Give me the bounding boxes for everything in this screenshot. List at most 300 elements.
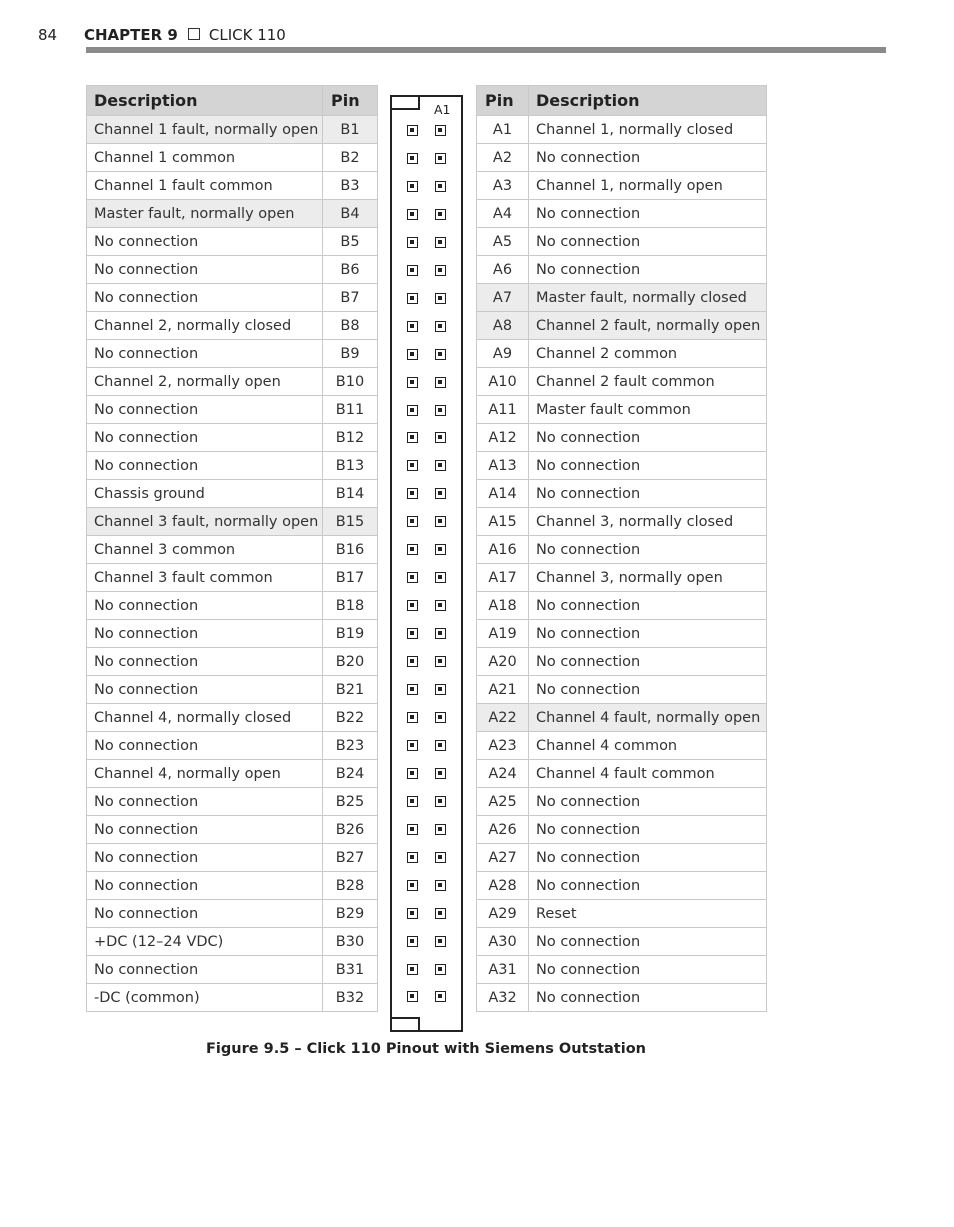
row-description: Channel 4 fault common	[529, 760, 767, 788]
row-description: Channel 2, normally open	[87, 368, 323, 396]
row-description: -DC (common)	[87, 984, 323, 1012]
row-pin: A32	[477, 984, 529, 1012]
table-row	[87, 116, 378, 144]
row-pin: B13	[323, 452, 378, 480]
pin-square-icon	[407, 460, 418, 471]
row-pin: A16	[477, 536, 529, 564]
pin-square-icon	[407, 712, 418, 723]
pin-square-icon	[407, 600, 418, 611]
table-row	[477, 704, 767, 732]
connector-pin-pair	[392, 544, 461, 558]
pin-square-icon	[407, 209, 418, 220]
table-row	[477, 508, 767, 536]
table-row	[87, 788, 378, 816]
table-row	[87, 928, 378, 956]
table-row	[87, 368, 378, 396]
row-pin: A24	[477, 760, 529, 788]
row-pin: A27	[477, 844, 529, 872]
table-row	[477, 564, 767, 592]
table-row	[87, 340, 378, 368]
row-description: No connection	[529, 424, 767, 452]
connector-pin-pair	[392, 908, 461, 922]
pin-square-icon	[435, 656, 446, 667]
a-pin-table	[476, 85, 767, 1012]
column-header-description: Description	[87, 86, 323, 116]
row-pin: B20	[323, 648, 378, 676]
pin-square-icon	[435, 432, 446, 443]
pin-square-icon	[435, 628, 446, 639]
row-pin: A26	[477, 816, 529, 844]
pin-square-icon	[435, 377, 446, 388]
table-row	[477, 956, 767, 984]
row-pin: A13	[477, 452, 529, 480]
row-pin: B30	[323, 928, 378, 956]
table-row	[87, 452, 378, 480]
figure-caption: Figure 9.5 – Click 110 Pinout with Siemens Outstation	[206, 1041, 646, 1057]
table-row	[477, 340, 767, 368]
table-row	[477, 480, 767, 508]
pin-square-icon	[435, 936, 446, 947]
table-row	[87, 648, 378, 676]
pin-square-icon	[407, 656, 418, 667]
row-pin: B7	[323, 284, 378, 312]
row-pin: A25	[477, 788, 529, 816]
row-description: Channel 1 fault common	[87, 172, 323, 200]
pin-square-icon	[435, 237, 446, 248]
row-description: Channel 4, normally closed	[87, 704, 323, 732]
row-pin: B22	[323, 704, 378, 732]
row-pin: A21	[477, 676, 529, 704]
table-row	[87, 144, 378, 172]
row-pin: A22	[477, 704, 529, 732]
row-pin: B12	[323, 424, 378, 452]
row-pin: B2	[323, 144, 378, 172]
pin-square-icon	[407, 265, 418, 276]
row-pin: B25	[323, 788, 378, 816]
row-description: No connection	[87, 452, 323, 480]
pin-square-icon	[407, 991, 418, 1002]
table-row	[87, 312, 378, 340]
pin-square-icon	[407, 740, 418, 751]
b-pin-table	[86, 85, 378, 1012]
connector-pin-pair	[392, 991, 461, 1005]
pin-square-icon	[435, 572, 446, 583]
pin-square-icon	[435, 516, 446, 527]
row-description: Channel 1 common	[87, 144, 323, 172]
connector-pin-pair	[392, 153, 461, 167]
row-pin: B15	[323, 508, 378, 536]
row-description: Master fault, normally open	[87, 200, 323, 228]
table-row	[87, 480, 378, 508]
connector-pin-pair	[392, 628, 461, 642]
pin-square-icon	[407, 432, 418, 443]
row-description: No connection	[87, 396, 323, 424]
row-pin: A9	[477, 340, 529, 368]
table-row	[87, 816, 378, 844]
row-pin: A14	[477, 480, 529, 508]
row-description: No connection	[87, 340, 323, 368]
connector-pin-pair	[392, 321, 461, 335]
connector-pin-pair	[392, 684, 461, 698]
row-pin: B32	[323, 984, 378, 1012]
pin-square-icon	[435, 209, 446, 220]
table-row	[87, 844, 378, 872]
row-pin: A28	[477, 872, 529, 900]
connector-pin-pair	[392, 880, 461, 894]
row-description: No connection	[529, 788, 767, 816]
row-pin: A15	[477, 508, 529, 536]
connector-diagram	[390, 95, 463, 1032]
row-description: Channel 4, normally open	[87, 760, 323, 788]
table-row	[477, 592, 767, 620]
row-description: No connection	[529, 816, 767, 844]
row-description: Channel 2 fault, normally open	[529, 312, 767, 340]
separator-box-icon	[188, 28, 200, 40]
table-row	[477, 424, 767, 452]
row-description: No connection	[529, 956, 767, 984]
row-pin: A6	[477, 256, 529, 284]
connector-pin-pair	[392, 349, 461, 363]
table-row	[87, 284, 378, 312]
chapter-label: CHAPTER 9	[84, 26, 178, 44]
row-pin: A19	[477, 620, 529, 648]
row-description: No connection	[87, 956, 323, 984]
table-row	[87, 760, 378, 788]
row-description: Channel 3, normally closed	[529, 508, 767, 536]
pin-square-icon	[435, 153, 446, 164]
connector-top-tab	[390, 95, 420, 110]
pin-square-icon	[407, 237, 418, 248]
row-description: No connection	[87, 676, 323, 704]
pin-square-icon	[407, 544, 418, 555]
pin-square-icon	[407, 488, 418, 499]
row-description: No connection	[529, 536, 767, 564]
pin-square-icon	[407, 824, 418, 835]
table-row	[477, 536, 767, 564]
table-row	[477, 872, 767, 900]
row-description: Channel 2 common	[529, 340, 767, 368]
table-row	[87, 620, 378, 648]
pin-square-icon	[407, 628, 418, 639]
table-row	[87, 872, 378, 900]
section-label: CLICK 110	[208, 26, 286, 44]
connector-pin-pair	[392, 125, 461, 139]
table-row	[477, 788, 767, 816]
connector-pin-pair	[392, 656, 461, 670]
table-row	[477, 452, 767, 480]
pin-square-icon	[407, 684, 418, 695]
row-description: No connection	[87, 872, 323, 900]
row-description: No connection	[529, 648, 767, 676]
table-row	[87, 592, 378, 620]
table-row	[87, 732, 378, 760]
table-row	[87, 172, 378, 200]
row-description: No connection	[529, 480, 767, 508]
connector-pin-pair	[392, 852, 461, 866]
connector-pin-pair	[392, 964, 461, 978]
connector-bottom-tab	[390, 1017, 420, 1032]
row-description: Chassis ground	[87, 480, 323, 508]
row-description: Channel 3, normally open	[529, 564, 767, 592]
row-description: Master fault, normally closed	[529, 284, 767, 312]
row-pin: B27	[323, 844, 378, 872]
pin-square-icon	[435, 768, 446, 779]
table-row	[477, 620, 767, 648]
row-pin: A7	[477, 284, 529, 312]
column-header-pin: Pin	[477, 86, 529, 116]
connector-pin-pair	[392, 293, 461, 307]
pin-square-icon	[407, 908, 418, 919]
row-description: No connection	[529, 844, 767, 872]
pin-square-icon	[435, 824, 446, 835]
table-row	[477, 760, 767, 788]
pin-square-icon	[435, 293, 446, 304]
pin-square-icon	[407, 181, 418, 192]
connector-pin-pair	[392, 516, 461, 530]
pin-square-icon	[407, 125, 418, 136]
row-pin: B5	[323, 228, 378, 256]
pin-square-icon	[435, 125, 446, 136]
pin-square-icon	[435, 796, 446, 807]
header-rule	[86, 47, 886, 53]
table-row	[87, 256, 378, 284]
table-row	[87, 200, 378, 228]
row-pin: A2	[477, 144, 529, 172]
row-description: Reset	[529, 900, 767, 928]
row-pin: B6	[323, 256, 378, 284]
row-pin: A12	[477, 424, 529, 452]
row-pin: B16	[323, 536, 378, 564]
row-description: No connection	[529, 928, 767, 956]
pin-square-icon	[435, 964, 446, 975]
pin-square-icon	[407, 349, 418, 360]
row-description: No connection	[87, 648, 323, 676]
table-row	[477, 816, 767, 844]
row-pin: B8	[323, 312, 378, 340]
table-row	[87, 900, 378, 928]
pin-square-icon	[407, 293, 418, 304]
row-pin: B24	[323, 760, 378, 788]
pin-square-icon	[407, 572, 418, 583]
table-row	[87, 424, 378, 452]
row-pin: B17	[323, 564, 378, 592]
row-description: No connection	[529, 872, 767, 900]
table-row	[477, 228, 767, 256]
row-pin: A17	[477, 564, 529, 592]
pin-square-icon	[435, 181, 446, 192]
pin-square-icon	[407, 796, 418, 807]
connector-pin-pair	[392, 209, 461, 223]
row-description: No connection	[87, 228, 323, 256]
table-row	[87, 396, 378, 424]
row-description: No connection	[529, 620, 767, 648]
connector-pin-pair	[392, 432, 461, 446]
row-description: No connection	[87, 816, 323, 844]
row-description: Channel 2 fault common	[529, 368, 767, 396]
row-pin: B31	[323, 956, 378, 984]
row-pin: A20	[477, 648, 529, 676]
row-pin: B26	[323, 816, 378, 844]
row-description: No connection	[529, 256, 767, 284]
table-header-row	[477, 86, 767, 116]
row-pin: A10	[477, 368, 529, 396]
table-row	[477, 928, 767, 956]
table-row	[477, 984, 767, 1012]
table-row	[87, 536, 378, 564]
row-pin: B4	[323, 200, 378, 228]
row-description: No connection	[529, 200, 767, 228]
pin-square-icon	[435, 908, 446, 919]
table-row	[477, 396, 767, 424]
row-description: No connection	[529, 144, 767, 172]
connector-pin-pair	[392, 265, 461, 279]
row-pin: B28	[323, 872, 378, 900]
row-pin: A5	[477, 228, 529, 256]
pin-square-icon	[435, 852, 446, 863]
row-pin: B10	[323, 368, 378, 396]
row-description: Channel 2, normally closed	[87, 312, 323, 340]
row-description: No connection	[87, 592, 323, 620]
column-header-description: Description	[529, 86, 767, 116]
table-row	[87, 704, 378, 732]
connector-pin-pair	[392, 572, 461, 586]
connector-pin-pair	[392, 181, 461, 195]
table-header-row	[87, 86, 378, 116]
row-pin: A23	[477, 732, 529, 760]
table-row	[87, 676, 378, 704]
row-pin: B14	[323, 480, 378, 508]
table-row	[477, 284, 767, 312]
connector-pin-pair	[392, 488, 461, 502]
row-description: No connection	[87, 788, 323, 816]
pin-square-icon	[435, 740, 446, 751]
row-description: No connection	[529, 676, 767, 704]
row-description: No connection	[87, 424, 323, 452]
table-row	[477, 172, 767, 200]
connector-pin-pair	[392, 460, 461, 474]
row-pin: B19	[323, 620, 378, 648]
connector-pin-pair	[392, 712, 461, 726]
pin-square-icon	[407, 936, 418, 947]
table-row	[477, 256, 767, 284]
pin-square-icon	[407, 852, 418, 863]
table-row	[87, 564, 378, 592]
row-pin: A31	[477, 956, 529, 984]
pin-square-icon	[435, 880, 446, 891]
row-pin: A8	[477, 312, 529, 340]
connector-a1-label: A1	[434, 102, 451, 117]
row-pin: A29	[477, 900, 529, 928]
row-pin: A30	[477, 928, 529, 956]
connector-pin-pair	[392, 237, 461, 251]
pin-square-icon	[407, 153, 418, 164]
row-pin: A18	[477, 592, 529, 620]
row-description: Channel 3 fault, normally open	[87, 508, 323, 536]
row-description: Channel 1, normally open	[529, 172, 767, 200]
table-row	[477, 116, 767, 144]
page-header	[38, 26, 286, 44]
pin-square-icon	[435, 405, 446, 416]
connector-pin-pair	[392, 405, 461, 419]
connector-pin-pair	[392, 824, 461, 838]
pin-square-icon	[435, 600, 446, 611]
table-row	[87, 956, 378, 984]
table-row	[477, 676, 767, 704]
row-pin: B3	[323, 172, 378, 200]
row-description: No connection	[87, 620, 323, 648]
table-row	[477, 368, 767, 396]
pin-square-icon	[407, 377, 418, 388]
pin-square-icon	[407, 405, 418, 416]
row-description: No connection	[529, 452, 767, 480]
row-pin: B11	[323, 396, 378, 424]
row-pin: B9	[323, 340, 378, 368]
pin-square-icon	[435, 349, 446, 360]
pin-square-icon	[435, 991, 446, 1002]
row-description: Channel 3 fault common	[87, 564, 323, 592]
table-row	[477, 648, 767, 676]
row-description: Channel 3 common	[87, 536, 323, 564]
connector-pin-pair	[392, 796, 461, 810]
row-description: No connection	[529, 592, 767, 620]
row-pin: B21	[323, 676, 378, 704]
pin-square-icon	[407, 516, 418, 527]
row-pin: B29	[323, 900, 378, 928]
page-number: 84	[38, 26, 58, 44]
table-row	[477, 200, 767, 228]
table-row	[477, 144, 767, 172]
row-pin: B1	[323, 116, 378, 144]
connector-pin-pair	[392, 377, 461, 391]
pin-square-icon	[435, 265, 446, 276]
pin-square-icon	[435, 321, 446, 332]
column-header-pin: Pin	[323, 86, 378, 116]
pin-square-icon	[435, 712, 446, 723]
table-row	[87, 228, 378, 256]
row-description: Master fault common	[529, 396, 767, 424]
pin-square-icon	[435, 460, 446, 471]
table-row	[477, 732, 767, 760]
connector-pin-pair	[392, 768, 461, 782]
row-pin: A3	[477, 172, 529, 200]
row-description: No connection	[87, 900, 323, 928]
row-pin: A1	[477, 116, 529, 144]
row-description: No connection	[87, 844, 323, 872]
row-description: Channel 4 fault, normally open	[529, 704, 767, 732]
row-description: No connection	[87, 284, 323, 312]
row-description: Channel 1 fault, normally open	[87, 116, 323, 144]
pin-square-icon	[435, 544, 446, 555]
pin-square-icon	[407, 880, 418, 891]
pin-square-icon	[435, 684, 446, 695]
pin-square-icon	[407, 768, 418, 779]
row-pin: A4	[477, 200, 529, 228]
table-row	[477, 312, 767, 340]
pin-square-icon	[407, 964, 418, 975]
row-description: Channel 1, normally closed	[529, 116, 767, 144]
row-pin: B23	[323, 732, 378, 760]
connector-pin-pair	[392, 600, 461, 614]
row-pin: A11	[477, 396, 529, 424]
row-description: No connection	[87, 256, 323, 284]
table-row	[87, 508, 378, 536]
row-pin: B18	[323, 592, 378, 620]
pin-square-icon	[435, 488, 446, 499]
row-description: Channel 4 common	[529, 732, 767, 760]
table-row	[477, 844, 767, 872]
row-description: No connection	[529, 228, 767, 256]
row-description: +DC (12–24 VDC)	[87, 928, 323, 956]
